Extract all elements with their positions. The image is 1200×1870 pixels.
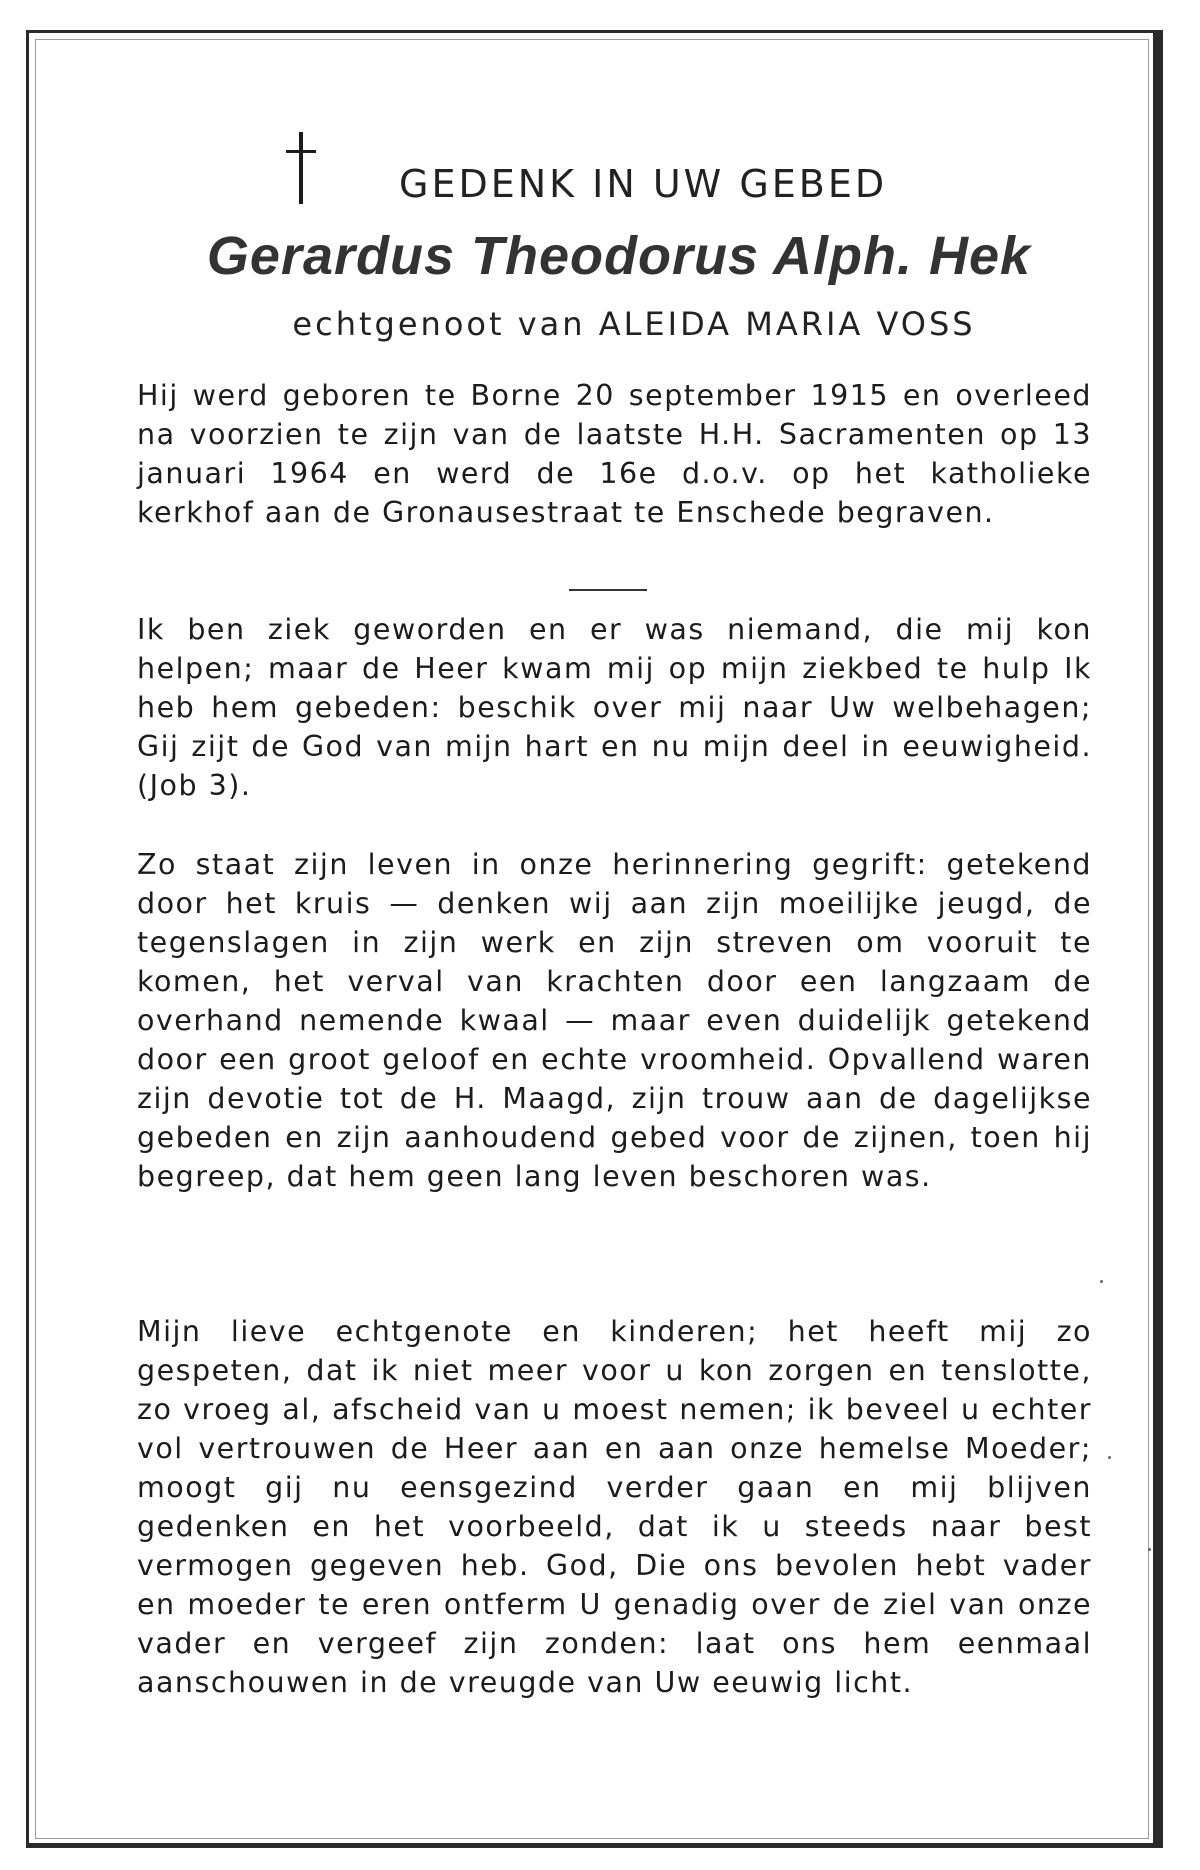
section-divider bbox=[569, 589, 647, 591]
scan-speck bbox=[1148, 1548, 1151, 1551]
card-header bbox=[29, 128, 1153, 218]
scan-speck bbox=[1100, 1280, 1103, 1283]
spouse-line: echtgenoot van ALEIDA MARIA VOSS bbox=[292, 305, 976, 343]
deceased-name: Gerardus Theodorus Alph. Hek bbox=[206, 226, 1032, 286]
header-title: GEDENK IN UW GEBED bbox=[399, 162, 888, 206]
prayer-paragraph: Ik ben ziek geworden en er was niemand, die mij kon helpen; maar de Heer kwam mij op mijn ziekbed te hulp Ik heb hem gebeden: beschik over mij naar Uw welbehagen; Gij zijt de God van mijn hart en nu mijn deel in eeuwigheid. (Job 3). bbox=[137, 613, 1092, 802]
biography-paragraph: Hij werd geboren te Borne 20 september 1915 en overleed na voorzien te zijn van de laatste H.H. Sacramenten op 13 januari 1964 en werd de 16e d.o.v. op het katholieke kerkhof aan de Gronausestraat te Enschede begraven. bbox=[137, 379, 1092, 529]
cross-icon bbox=[284, 128, 318, 208]
remembrance-paragraph: Zo staat zijn leven in onze herinnering gegrift: getekend door het kruis — denken wij aan zijn moeilijke jeugd, de tegenslagen in zijn werk en zijn streven om vooruit te komen, het verval van krachten door een langzaam de overhand nemende kwaal — maar even duidelijk getekend door een groot geloof en echte vroomheid. Opvallend waren zijn devotie tot de H. Maagd, zijn trouw aan de dagelijkse gebeden en zijn aanhoudend gebed voor de zijnen, toen hij begreep, dat hem geen lang leven beschoren was. bbox=[137, 848, 1092, 1193]
memorial-card bbox=[26, 30, 1163, 1848]
farewell-paragraph: Mijn lieve echtgenote en kinderen; het heeft mij zo gespeten, dat ik niet meer voor u kon zorgen en tenslotte, zo vroeg al, afscheid van u moest nemen; ik beveel u echter vol vertrouwen de Heer aan en aan onze hemelse Moeder; moogt gij nu eensgezind verder gaan en mij blijven gedenken en het voorbeeld, dat ik u steeds naar best vermogen gegeven heb. God, Die ons bevolen hebt vader en moeder te eren ontferm U genadig over de ziel van onze vader en vergeef zijn zonden: laat ons hem eenmaal aanschouwen in de vreugde van Uw eeuwig licht. bbox=[137, 1315, 1092, 1699]
scan-speck bbox=[1108, 1456, 1111, 1459]
